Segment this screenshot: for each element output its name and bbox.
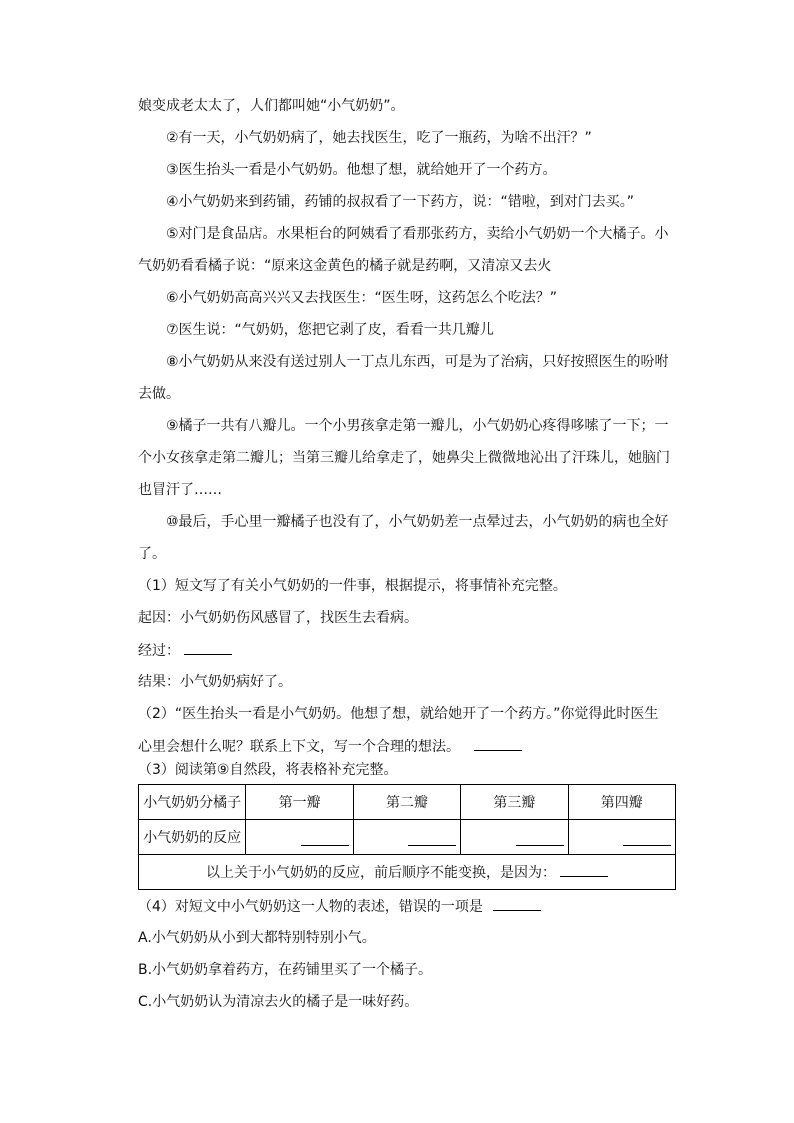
paragraph-4: ④小气奶奶来到药铺，药铺的叔叔看了一下药方，说：“错啦，到对门去买。” (166, 194, 635, 210)
paragraph-3: ③医生抬头一看是小气奶奶。他想了想，就给她开了一个药方。 (166, 162, 557, 178)
paragraph-9-line-1: ⑨橘子一共有八瓣儿。一个小男孩拿走第一瓣儿，小气奶奶心疼得哆嗦了一下；一 (166, 418, 669, 434)
table-answer-cell[interactable] (353, 820, 460, 855)
answer-blank[interactable] (184, 640, 232, 655)
paragraph-5-line-2: 气奶奶看看橘子说：“原来这金黄色的橘子就是药啊，又清凉又去火 (138, 258, 552, 274)
question-1-cause: 起因：小气奶奶伤风感冒了，找医生去看病。 (138, 610, 418, 626)
paragraph-10-line-1: ⑩最后，手心里一瓣橘子也没有了，小气奶奶差一点晕过去，小气奶奶的病也全好 (166, 514, 669, 530)
question-1-result: 结果：小气奶奶病好了。 (138, 674, 292, 690)
paragraph-10-line-2: 了。 (138, 546, 166, 562)
table-answer-cell[interactable] (246, 820, 353, 855)
question-1-process (138, 640, 232, 661)
table-answer-cell[interactable] (568, 820, 675, 855)
paragraph-8-line-1: ⑧小气奶奶从来没有送过别人一丁点儿东西，可是为了治病，只好按照医生的吩咐 (166, 354, 669, 370)
table-column-header: 第四瓣 (568, 785, 675, 820)
question-2-line-2 (138, 736, 522, 757)
question-4-text: （4）对短文中小气奶奶这一人物的表述，错误的一项是 (138, 899, 483, 915)
table-column-header: 第二瓣 (353, 785, 460, 820)
question-3-prompt: （3）阅读第⑨自然段，将表格补充完整。 (138, 762, 398, 778)
question-4-prompt (138, 896, 541, 917)
paragraph-5-line-1: ⑤对门是食品店。水果柜台的阿姨看了看那张药方，卖给小气奶奶一个大橘子。小 (166, 226, 669, 242)
question-2-text: 心里会想什么呢？联系上下文，写一个合理的想法。 (138, 739, 460, 755)
question-1-process-label: 经过： (138, 643, 180, 659)
table-row-header: 小气奶奶的反应 (139, 820, 246, 855)
table-reason-row (139, 855, 676, 890)
option-a[interactable]: A.小气奶奶从小到大都特别特别小气。 (138, 930, 376, 946)
answer-blank[interactable] (493, 896, 541, 911)
option-b[interactable]: B.小气奶奶拿着药方，在药铺里买了一个橘子。 (138, 962, 433, 978)
paragraph-9-line-2: 个小女孩拿走第二瓣儿；当第三瓣儿给拿走了，她鼻尖上微微地沁出了汗珠儿，她脑门 (138, 450, 670, 466)
paragraph-8-line-2: 去做。 (138, 386, 180, 402)
question-3-table (138, 784, 676, 890)
paragraph-2: ②有一天，小气奶奶病了，她去找医生，吃了一瓶药，为啥不出汗？” (166, 130, 592, 146)
answer-blank[interactable] (408, 831, 456, 846)
paragraph-6: ⑥小气奶奶高高兴兴又去找医生：“医生呀，这药怎么个吃法？” (166, 290, 558, 306)
answer-blank[interactable] (301, 831, 349, 846)
story-line: 娘变成老太太了，人们都叫她“小气奶奶”。 (138, 98, 405, 114)
question-2-line-1: （2）“医生抬头一看是小气奶奶。他想了想，就给她开了一个药方。”你觉得此时医生 (138, 706, 659, 722)
option-c[interactable]: C.小气奶奶认为清凉去火的橘子是一味好药。 (138, 994, 419, 1010)
table-answer-cell[interactable] (461, 820, 568, 855)
question-1-prompt: （1）短文写了有关小气奶奶的一件事，根据提示，将事情补充完整。 (138, 578, 567, 594)
answer-blank[interactable] (623, 831, 671, 846)
answer-blank[interactable] (560, 862, 608, 877)
table-row-header: 小气奶奶分橘子 (139, 785, 246, 820)
answer-blank[interactable] (516, 831, 564, 846)
paragraph-7: ⑦医生说：“气奶奶，您把它剥了皮，看看一共几瓣儿 (166, 322, 494, 338)
answer-blank[interactable] (474, 736, 522, 751)
table-column-header: 第三瓣 (461, 785, 568, 820)
paragraph-9-line-3: 也冒汗了…… (138, 482, 222, 498)
table-column-header: 第一瓣 (246, 785, 353, 820)
table-reason-text: 以上关于小气奶奶的反应，前后顺序不能变换，是因为： (206, 865, 556, 881)
